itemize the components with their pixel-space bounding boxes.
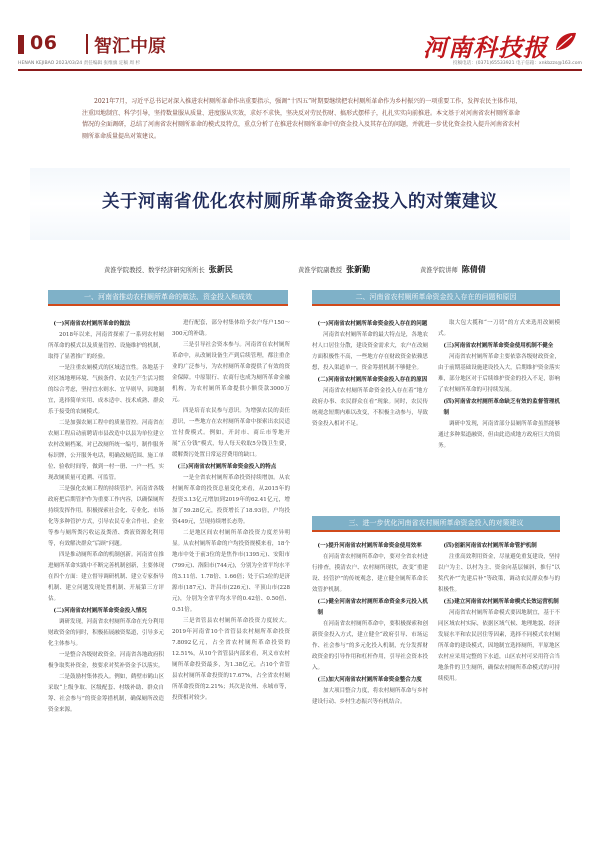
column-subheading: (四)创新河南省农村厕所革命管护机制 <box>443 543 537 549</box>
column-2 <box>172 318 290 838</box>
column-4-top <box>438 318 560 508</box>
byline-name: 张新勤 <box>346 265 371 274</box>
column-subheading: (一)河南省农村厕所革命资金投入存在的问题 <box>317 321 428 327</box>
column-paragraph: 河南省农村厕所革命模式要因地制宜，基于不同区域农村实际，依据区域气候、地理地貌、经济发展水平和农民居住等因素，选择不同模式农村厕所革命的建设模式，因地制宜选择厕所，平原地区农村应采用完整的下水道，山区农村可采用符合当地条件的卫生厕所，确保农村厕所革命模式的可持续使用。 <box>438 610 560 682</box>
bylines <box>0 262 600 276</box>
column-3-bottom <box>312 540 428 838</box>
masthead-divider <box>86 34 88 54</box>
column-paragraph: 二是地区间农村厕所革命投资力度差异明显。从农村厕所革命的户均投资规模来看，18个地市中处于前3位的是焦作市(1395元)、安阳市(799元)、洛阳市(744元)，分别为全省平均水平的3.11倍、1.78倍、1.66倍；处于后3位的是济源市(187元)、许昌市(226元)、平顶山市(228元)，分别为全省平均水平的0.42倍、0.50倍、0.51倍。 <box>172 530 290 613</box>
masthead-subline <box>18 59 582 69</box>
column-paragraph: 河南省农村厕所革命资金投入存在着“地方政府办事、农民群众在看”现象。同时，农民传统观念短期内难以改变，不积极主动参与，导致资金投入相对不足。 <box>312 388 428 427</box>
column-paragraph: 进行配套，部分村集体给予农户每户150～300元的补助。 <box>172 320 290 337</box>
byline-3 <box>420 264 486 275</box>
column-paragraph: 四是推动厕所革命的机制创新。河南省在推进厕所革命实践中不断完善机制创新，主要体现在四个方面：建立督导调研机制、建立专家指导机制、建立问题发现处置机制、开展第三方评估。 <box>48 552 164 602</box>
column-subheading: (二)健全河南省农村厕所革命资金多元投入机制 <box>317 599 428 616</box>
column-paragraph: 四是培育农民参与意识。为增强农民的责任意识，一些地方在农村厕所革命中探索出农民适宜付费模式。例如，开封市、商丘市等地开展“五分钱”模式，每人每天收取5分钱卫生费，缓解粪污处置日常运营费用的缺口。 <box>172 408 290 458</box>
column-paragraph: 调研中发现，河南省部分县厕所革命虽然能够通过多种渠道融资，但由此造成地方政府巨大的债务。 <box>438 421 560 449</box>
masthead <box>18 30 582 62</box>
headline-banner <box>30 168 570 240</box>
article-intro: 2021年7月，习近平总书记对深入推进农村厕所革命作出重要指示，强调“十四五”时期要继续把农村厕所革命作为乡村振兴的一项重要工作，发挥农民主体作用，注重因地制宜、科学引导，坚持数量服从质量、进度服从实效，求好不求快，坚决反对劳民伤财、搞形式摆样子，扎扎实实向前推进。本文基于对河南省农村厕所革命情况的全面调研，总结了河南省农村厕所革命的模式及特点，重点分析了在推进农村厕所革命中的资金投入及其存在的问题，并就进一步优化资金投入提升河南省农村厕所革命质量提出对策建议。 <box>82 98 522 140</box>
byline-org: 黄淮学院讲师 <box>420 267 458 274</box>
section-heading-3: 三、进一步优化河南省农村厕所革命资金投入的对策建议 <box>312 516 560 532</box>
column-paragraph: 2018年以来，河南省探索了一系列农村厕所革命的模式以及质量管控、设施维护的机制，取得了显著推广的经验。 <box>48 332 164 360</box>
column-paragraph: 三是引导社会资本参与。河南省在农村厕所革命中，从改厕设备生产到后续管理，都注重企业的广泛参与，为农村厕所革命提供了有效的资金保障。中原银行、农商行也成为厕所革命金融机构，为农村厕所革命提供小额贷款3000万元。 <box>172 342 290 403</box>
column-subheading: (一)提升河南省农村厕所革命资金使用效率 <box>317 543 422 549</box>
column-subheading: (一)河南省农村厕所革命的做法 <box>53 321 131 327</box>
section-name: 智汇中原 <box>94 36 166 57</box>
column-subheading: (三)河南省农村厕所革命资金使用机制不健全 <box>443 343 554 349</box>
masthead-accent-bar <box>18 35 24 54</box>
column-paragraph: 取大包大揽和“一刀切”的方式来选用改厕模式。 <box>438 320 560 337</box>
column-paragraph: 二是鼓励村集体投入。例如，鹤壁市鹤山区采取“上级争取、区级配套、村级补助、群众自筹、社会参与”的资金筹措机制，确保厕所改造资金来源。 <box>48 674 164 713</box>
leaf-logo-icon <box>552 30 578 54</box>
column-paragraph: 一是注重农厕模式的区域适宜性。各地基于对区域地理环境、气候条件、农民生产生活习惯的综合考虑，坚持宜水则水、宜旱则旱，因地制宜，选择简单实用、成本适中、技术成熟、群众乐于接受的农厕模式。 <box>48 365 164 415</box>
column-subheading: (二)河南省农村厕所革命资金投入存在的原因 <box>317 377 428 383</box>
column-1 <box>48 318 164 838</box>
section-heading-2: 二、河南省农村厕所革命资金投入存在的问题和原因 <box>312 290 560 306</box>
section-heading-1: 一、河南省推动农村厕所革命的做法、资金投入和成效 <box>48 290 288 306</box>
contact-info: 投稿电话：(0371)65533921 电子信箱：xnkbzzs@163.com <box>452 61 582 66</box>
page-number: 06 <box>30 32 58 54</box>
column-subheading: (四)河南省农村厕所革命缺乏有效的监督管理机制 <box>443 399 560 416</box>
column-3-top <box>312 318 428 508</box>
byline-2 <box>298 264 370 275</box>
column-paragraph: 一是整合各级财政资金。河南省各地政府积极争取奖补资金，按要求对奖补资金予以落实。 <box>48 652 164 669</box>
column-subheading: (二)河南省农村厕所革命资金投入情况 <box>53 608 147 614</box>
byline-1 <box>104 264 233 275</box>
byline-org: 黄淮学院副教授 <box>298 267 343 274</box>
column-paragraph: 河南省农村厕所革命主要依靠各级财政资金，由于前期基础设施建设投入大，后期维护资金落实难，部分地区对于后续维护资金的投入不足，影响了农村厕所革命的可持续发展。 <box>438 354 560 393</box>
column-paragraph: 注重高效利用资金，尽量避免重复建设，坚持以户为主、以村为主、资金向基层倾斜，推行“以奖代补”“先建后补”等政策，调动农民群众参与的积极性。 <box>438 554 560 593</box>
byline-org: 黄淮学院教授、数学经济研究所所长 <box>104 267 205 274</box>
byline-name: 陈倩倩 <box>461 265 486 274</box>
newspaper-logo: 河南科技报 <box>423 33 548 62</box>
issue-info: HENAN KEJIBAO 2023/03/24 责任编辑 张维旗 定稿 周 杉 <box>18 61 141 66</box>
column-paragraph: 调研发现，河南省农村厕所革命在充分利用财政资金的同时，积极拓展融资渠道，引导多元化主体参与。 <box>48 619 164 647</box>
column-subheading: (三)加大河南省农村厕所革命资金整合力度 <box>317 677 422 683</box>
column-paragraph: 三是强化农厕工程的持续管护。河南省各级政府把后期管护作为重要工作内容，以确保厕所持续发挥作用。积极探索社会化、专业化、市场化等多种管护方式，引导农民专业合作社、企业等参与厕所粪污收运及粪渣、粪液资源化利用等，有效解决群众“后顾”问题。 <box>48 486 164 547</box>
column-paragraph: 三是省管县农村厕所革命投资力度较大。2019年河南省10个省管县农村厕所革命投资7.8092亿元，占全省农村厕所革命投资的12.51%，从10个省管县内部来看，巩义市农村厕所革命投资最多，为1.38亿元，占10个省管县农村厕所革命投资的17.67%，占全省农村厕所革命投资的2.21%；其次是汝州、永城市等，投资相对较少。 <box>172 618 290 701</box>
column-paragraph: 在河南省农村厕所革命中，要积极探索和创新资金投入方式，建立健全“政府引导、市场运作、社会参与”的多元化投入机制，充分发挥财政资金的引导作用和杠杆作用，引导社会资本投入。 <box>312 621 428 671</box>
column-paragraph: 加大项目整合力度，将农村厕所革命与乡村建设行动、乡村生态振兴等有机结合。 <box>312 688 428 705</box>
byline-name: 张新民 <box>208 265 233 274</box>
masthead-rule <box>18 69 582 71</box>
column-4-bottom <box>438 540 560 838</box>
column-paragraph: 河南省农村厕所革命的最大特点是，各地农村人口居住分散，建设资金需求大，农户在改厕方面积极性不高，一些地方存在财政资金依赖思想，投入渠道单一，资金筹措机制不够健全。 <box>312 332 428 371</box>
column-paragraph: 二是加强农厕工程中的质量管控。河南省在农厕工程启动前聘请市县改造中以县为单位建立农村改厕档案，对已改厕所统一编号，制作服务标识牌，公开服务电话，明确改厕范围、施工单位、验收时间等，做到一村一册、一户一档，实现改厕质量可追溯、可监管。 <box>48 420 164 481</box>
column-paragraph: 在河南省农村厕所革命中，要对全省农村进行排查，摸清农户、农村厕所现状，改变“重建设、轻管护”的传统观念，建立健全厕所革命长效管护机制。 <box>312 554 428 593</box>
column-subheading: (五)建立河南省农村厕所革命模式长效运营机制 <box>443 599 559 605</box>
column-subheading: (三)河南省农村厕所革命资金投入的特点 <box>177 464 277 470</box>
column-paragraph: 一是全省农村厕所革命投资持续增加。从农村厕所革命的投资总量变化来看，从2015年的投资3.13亿元增加到2019年的62.41亿元，增加了59.28亿元，投资增长了18.93倍，户均投资449元，呈现持续增长态势。 <box>172 475 290 525</box>
article-title: 关于河南省优化农村厕所革命资金投入的对策建议 <box>102 192 498 212</box>
